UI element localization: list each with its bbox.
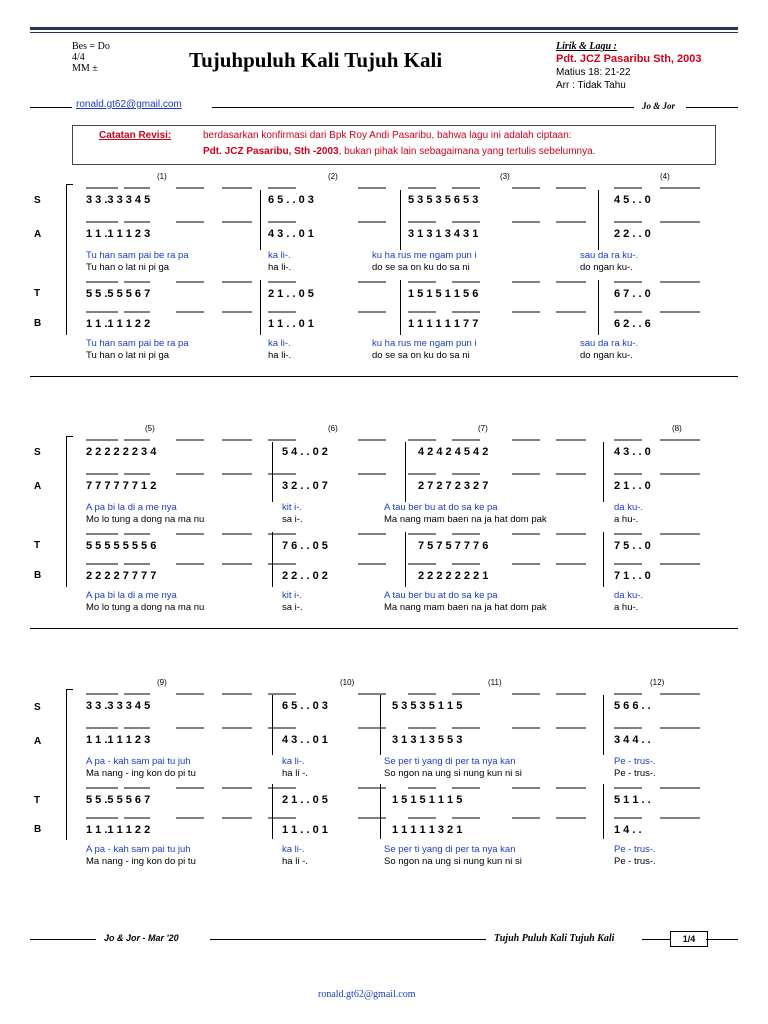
lyrics-verse2-lower: Ma nang mam baen na ja hat dom pak [384, 602, 547, 613]
voice-label-alto: A [34, 736, 42, 747]
footer-credit: Jo & Jor - Mar '20 [104, 933, 179, 943]
alto-notes: 4 3 . . 0 1 [268, 228, 314, 240]
alto-notes: 3 1 3 1 3 4 3 1 [408, 228, 479, 240]
tenor-notes: 7 6 . . 0 5 [282, 540, 328, 552]
lyrics-verse1: A tau ber bu at do sa ke pa [384, 502, 498, 513]
song-title: Tujuhpuluh Kali Tujuh Kali [189, 48, 443, 72]
footer-rule-left [30, 939, 96, 940]
lyrics-verse1-lower: Tu han sam pai be ra pa [86, 338, 189, 349]
tenor-notes: 2 1 . . 0 5 [268, 288, 314, 300]
bass-notes: 1 1 1 1 1 1 7 7 [408, 318, 479, 330]
tenor-notes: 7 5 7 5 7 7 7 6 [418, 540, 489, 552]
lyrics-verse1: ka li-. [282, 756, 305, 767]
alto-notes: 3 2 . . 0 7 [282, 480, 328, 492]
tenor-notes: 5 5 5 5 5 5 5 6 [86, 540, 157, 552]
measure-number: (9) [157, 678, 167, 687]
soprano-notes: 5 3 5 3 5 1 1 5 [392, 700, 463, 712]
lyrics-verse1: A pa bi la di a me nya [86, 502, 177, 513]
soprano-notes: 5 3 5 3 5 6 5 3 [408, 194, 479, 206]
bass-notes: 1 1 .1 1 1 2 2 [86, 318, 151, 330]
lyrics-verse1-lower: ka li-. [282, 844, 305, 855]
lyrics-verse1-lower: sau da ra ku-. [580, 338, 639, 349]
lyrics-verse2: Mo lo tung a dong na ma nu [86, 514, 205, 525]
lyrics-verse1: Pe - trus-. [614, 756, 656, 767]
measure-number: (7) [478, 424, 488, 433]
alto-notes: 1 1 .1 1 1 2 3 [86, 734, 151, 746]
voice-label-tenor: T [34, 540, 41, 551]
measure-number: (8) [672, 424, 682, 433]
lyrics-verse2-lower: a hu-. [614, 602, 639, 613]
soprano-notes: 6 5 . . 0 3 [268, 194, 314, 206]
footer-rule-end [706, 939, 738, 940]
revision-note-line1: berdasarkan konfirmasi dari Bpk Roy Andi Pasaribu, bahwa lagu ini adalah ciptaan: [203, 130, 572, 141]
lyrics-verse2: Ma nang - ing kon do pi tu [86, 768, 196, 779]
measure-number: (4) [660, 172, 670, 181]
alto-notes: 2 1 . . 0 [614, 480, 651, 492]
lyrics-verse1-lower: A tau ber bu at do sa ke pa [384, 590, 498, 601]
voice-label-soprano: S [34, 195, 41, 206]
lyrics-verse1-lower: A pa bi la di a me nya [86, 590, 177, 601]
revision-note-author: Pdt. JCZ Pasaribu, Sth -2003 [203, 146, 339, 157]
tenor-notes: 7 5 . . 0 [614, 540, 651, 552]
lyrics-verse1: da ku-. [614, 502, 644, 513]
lyrics-verse1: A pa - kah sam pai tu juh [86, 756, 191, 767]
alto-notes: 1 1 .1 1 1 2 3 [86, 228, 151, 240]
credits-arranger: Arr : Tidak Tahu [556, 80, 626, 91]
tenor-notes: 5 5 .5 5 5 6 7 [86, 288, 151, 300]
tenor-notes: 5 1 1 . . [614, 794, 651, 806]
lyrics-verse2-lower: do se sa on ku do sa ni [372, 350, 470, 361]
bass-notes: 7 1 . . 0 [614, 570, 651, 582]
lyrics-verse1-lower: da ku-. [614, 590, 644, 601]
soprano-notes: 6 5 . . 0 3 [282, 700, 328, 712]
voice-label-tenor: T [34, 795, 41, 806]
lyrics-verse1: ka li-. [268, 250, 291, 261]
lyrics-verse1: Tu han sam pai be ra pa [86, 250, 189, 261]
footer-rule-right [642, 939, 670, 940]
footer-song-title: Tujuh Puluh Kali Tujuh Kali [494, 933, 615, 944]
lyrics-verse2: sa i-. [282, 514, 303, 525]
lyrics-verse2: do se sa on ku do sa ni [372, 262, 470, 273]
lyrics-verse1: Se per ti yang di per ta nya kan [384, 756, 516, 767]
alto-notes: 4 3 . . 0 1 [282, 734, 328, 746]
lyrics-verse2: Pe - trus-. [614, 768, 656, 779]
lyrics-verse2: Ma nang mam baen na ja hat dom pak [384, 514, 547, 525]
bass-notes: 1 1 1 1 1 3 2 1 [392, 824, 463, 836]
lyrics-verse1-lower: Pe - trus-. [614, 844, 656, 855]
footer-rule-middle [210, 939, 486, 940]
voice-label-bass: B [34, 570, 42, 581]
lyrics-verse1-lower: A pa - kah sam pai tu juh [86, 844, 191, 855]
voice-label-bass: B [34, 824, 42, 835]
voice-label-bass: B [34, 318, 42, 329]
bass-notes: 1 4 . . [614, 824, 642, 836]
measure-number: (1) [157, 172, 167, 181]
lyrics-verse2-lower: sa i-. [282, 602, 303, 613]
measure-number: (5) [145, 424, 155, 433]
soprano-notes: 3 3 .3 3 3 4 5 [86, 194, 151, 206]
bass-notes: 2 2 2 2 2 2 2 1 [418, 570, 489, 582]
alto-notes: 3 1 3 1 3 5 5 3 [392, 734, 463, 746]
time-signature: 4/4 [72, 52, 85, 63]
voice-label-soprano: S [34, 447, 41, 458]
soprano-notes: 5 6 6 . . [614, 700, 651, 712]
measure-number: (3) [500, 172, 510, 181]
credits-label: Lirik & Lagu : [556, 41, 617, 52]
signature-label: Jo & Jor [642, 101, 676, 111]
lyrics-verse2: ha li -. [282, 768, 308, 779]
alto-notes: 2 2 . . 0 [614, 228, 651, 240]
voice-label-alto: A [34, 481, 42, 492]
lyrics-verse1-lower: ku ha rus me ngam pun i [372, 338, 477, 349]
lyrics-verse1: ku ha rus me ngam pun i [372, 250, 477, 261]
lyrics-verse1: kit i-. [282, 502, 303, 513]
lyrics-verse2: ha li-. [268, 262, 292, 273]
bass-notes: 1 1 . . 0 1 [268, 318, 314, 330]
tenor-notes: 1 5 1 5 1 1 1 5 [392, 794, 463, 806]
tenor-notes: 5 5 .5 5 5 6 7 [86, 794, 151, 806]
voice-label-tenor: T [34, 288, 41, 299]
bass-notes: 1 1 . . 0 1 [282, 824, 328, 836]
tenor-notes: 1 5 1 5 1 1 5 6 [408, 288, 479, 300]
voice-label-alto: A [34, 229, 42, 240]
bass-notes: 2 2 2 2 7 7 7 7 [86, 570, 157, 582]
metronome-mark: MM ± [72, 63, 98, 74]
measure-number: (10) [340, 678, 355, 687]
measure-number: (12) [650, 678, 665, 687]
revision-note-label: Catatan Revisi: [99, 130, 172, 141]
bass-notes: 1 1 .1 1 1 2 2 [86, 824, 151, 836]
lyrics-verse2-lower: do ngan ku-. [580, 350, 633, 361]
credits-author: Pdt. JCZ Pasaribu Sth, 2003 [556, 53, 702, 65]
bass-notes: 2 2 . . 0 2 [282, 570, 328, 582]
lyrics-verse2: Tu han o lat ni pi ga [86, 262, 170, 273]
lyrics-verse2: So ngon na ung si nung kun ni si [384, 768, 522, 779]
lyrics-verse2-lower: So ngon na ung si nung kun ni si [384, 856, 522, 867]
lyrics-verse2: a hu-. [614, 514, 639, 525]
page-number: 1/4 [670, 931, 708, 947]
lyrics-verse2-lower: Mo lo tung a dong na ma nu [86, 602, 205, 613]
voice-label-soprano: S [34, 702, 41, 713]
tenor-notes: 6 7 . . 0 [614, 288, 651, 300]
header-email-link[interactable]: ronald.gt62@gmail.com [76, 99, 182, 110]
lyrics-verse1-lower: Se per ti yang di per ta nya kan [384, 844, 516, 855]
lyrics-verse2-lower: ha li -. [282, 856, 308, 867]
credits-reference: Matius 18: 21-22 [556, 67, 631, 78]
lyrics-verse1-lower: kit i-. [282, 590, 303, 601]
alto-notes: 7 7 7 7 7 7 1 2 [86, 480, 157, 492]
soprano-notes: 4 5 . . 0 [614, 194, 651, 206]
lyrics-verse2-lower: Pe - trus-. [614, 856, 656, 867]
bass-notes: 6 2 . . 6 [614, 318, 651, 330]
lyrics-verse1: sau da ra ku-. [580, 250, 639, 261]
revision-note-line2-rest: , bukan pihak lain sebagaimana yang tertulis sebelumnya. [338, 146, 596, 157]
measure-number: (2) [328, 172, 338, 181]
alto-notes: 2 7 2 7 2 3 2 7 [418, 480, 489, 492]
soprano-notes: 4 3 . . 0 [614, 446, 651, 458]
measure-number: (6) [328, 424, 338, 433]
soprano-notes: 4 2 4 2 4 5 4 2 [418, 446, 489, 458]
lyrics-verse2-lower: Tu han o lat ni pi ga [86, 350, 170, 361]
lyrics-verse1-lower: ka li-. [268, 338, 291, 349]
alto-notes: 3 4 4 . . [614, 734, 651, 746]
lyrics-verse2-lower: Ma nang - ing kon do pi tu [86, 856, 196, 867]
soprano-notes: 5 4 . . 0 2 [282, 446, 328, 458]
lyrics-verse2: do ngan ku-. [580, 262, 633, 273]
soprano-notes: 2 2 2 2 2 2 3 4 [86, 446, 157, 458]
lyrics-verse2-lower: ha li-. [268, 350, 292, 361]
footer-email-link[interactable]: ronald.gt62@gmail.com [318, 989, 416, 1000]
soprano-notes: 3 3 .3 3 3 4 5 [86, 700, 151, 712]
tenor-notes: 2 1 . . 0 5 [282, 794, 328, 806]
key-signature: Bes = Do [72, 41, 110, 52]
measure-number: (11) [488, 678, 502, 687]
